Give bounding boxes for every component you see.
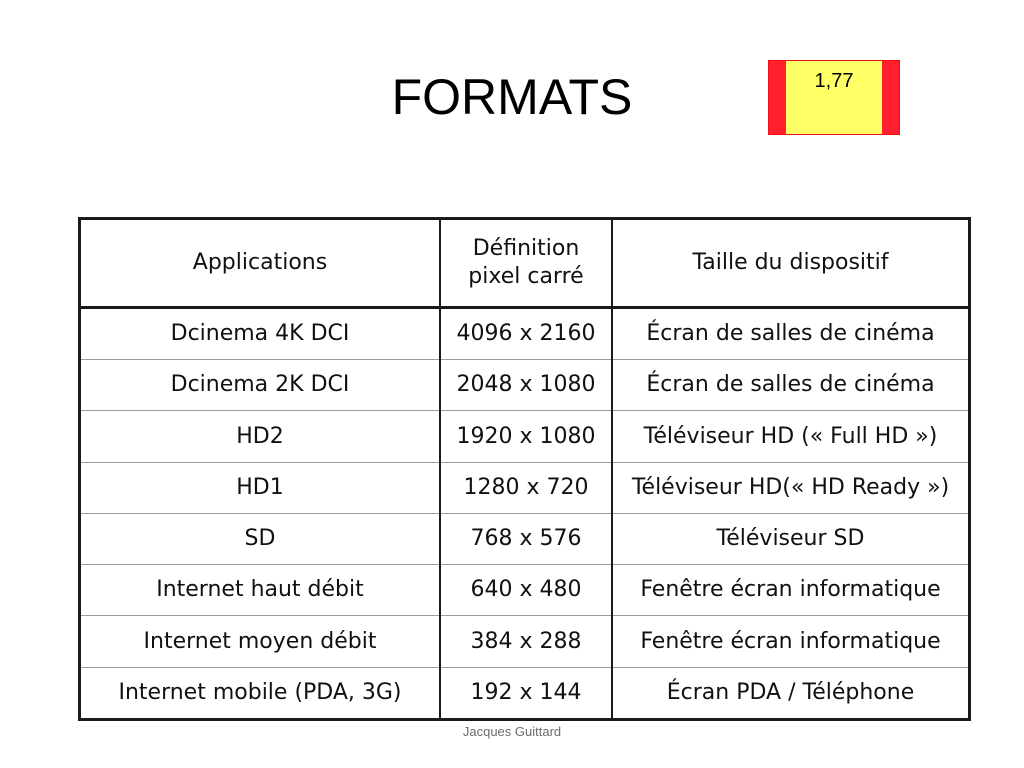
header-device-size: Taille du dispositif <box>612 220 968 308</box>
cell-application: Internet haut débit <box>81 565 440 616</box>
cell-device: Téléviseur SD <box>612 513 968 564</box>
cell-application: Dcinema 4K DCI <box>170 321 350 347</box>
slide-title: FORMATS <box>391 69 633 125</box>
header-definition-line1: Définition <box>472 236 580 261</box>
cell-definition: 640 x 480 <box>440 565 612 616</box>
cell-definition: 2048 x 1080 <box>440 360 612 411</box>
cell-device: Fenêtre écran informatique <box>612 565 968 616</box>
header-definition <box>440 220 612 308</box>
cell-definition: 384 x 288 <box>440 616 612 667</box>
cell-application: SD <box>81 513 440 564</box>
table-row <box>81 411 968 462</box>
table-row <box>81 308 968 360</box>
cell-definition: 1280 x 720 <box>440 462 612 513</box>
header-definition-line2: pixel carré <box>468 264 584 289</box>
table-row <box>81 462 968 513</box>
aspect-ratio-badge <box>768 60 900 135</box>
cell-device: Écran PDA / Téléphone <box>612 667 968 718</box>
table-row <box>81 667 968 718</box>
table-header-row <box>81 220 968 308</box>
cell-definition: 192 x 144 <box>440 667 612 718</box>
formats-table <box>81 220 968 718</box>
table-row <box>81 513 968 564</box>
cell-device: Fenêtre écran informatique <box>612 616 968 667</box>
cell-definition: 4096 x 2160 <box>440 308 612 360</box>
header-applications: Applications <box>81 220 440 308</box>
cell-application: HD1 <box>81 462 440 513</box>
cell-device: Écran de salles de cinéma <box>612 360 968 411</box>
cell-application: HD2 <box>81 411 440 462</box>
cell-application: Internet mobile (PDA, 3G) <box>81 667 440 718</box>
cell-device: Téléviseur HD(« HD Ready ») <box>612 462 968 513</box>
formats-table-container <box>78 217 971 721</box>
cell-application: Internet moyen débit <box>81 616 440 667</box>
cell-definition: 1920 x 1080 <box>440 411 612 462</box>
table-row <box>81 360 968 411</box>
table-row <box>81 565 968 616</box>
cell-definition: 768 x 576 <box>440 513 612 564</box>
table-row <box>81 616 968 667</box>
cell-device: Téléviseur HD (« Full HD ») <box>612 411 968 462</box>
footer-author: Jacques Guittard <box>462 724 562 739</box>
aspect-ratio-value: 1,77 <box>786 61 882 134</box>
cell-device: Écran de salles de cinéma <box>612 308 968 360</box>
cell-application: Dcinema 2K DCI <box>81 360 440 411</box>
